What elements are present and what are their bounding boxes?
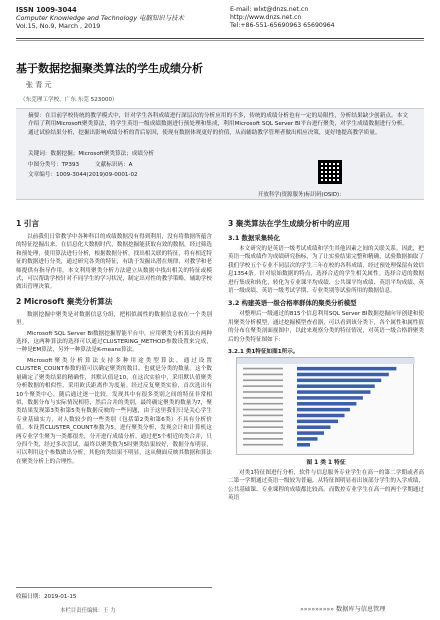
section-1-paragraph: 以前我们日常教学中各种科目的成绩数据没有得到利用，没有将数据所蕴含的特征挖掘出来。在信息化大数据时代，数据挖掘能获取有效的数据，经过筛选和预处理，使用算法进行分析，根据数据分析，找出相关联的特征，将有相近特征的数据进行分类，通过研究各类的特征，有助于发掘出潜在规律，对教学和老师提供有指导作用。本文利用聚类分析方法建立从数据中找出相关的特征或模式，可以帮助学校针对不同学生的学习状况，制定出对性的教学策略，辅助学校做出管理决策。 — [16, 234, 212, 291]
arrow-icon: »»»»»»»»» — [300, 606, 335, 613]
affiliation: （东莞理工学校，广东 东莞 523000） — [20, 97, 118, 103]
bar — [297, 396, 363, 400]
bar-label-placeholder — [243, 385, 283, 387]
telephone: Tel:+86-551-65690963 65690964 — [230, 22, 335, 30]
section-2-paragraph-2: Microsoft SQL Server BI数据挖掘智能平台中，应用聚类分析算法有两种选择，这两种算法的选择可以通过CLUSTERING_METHOD参数设置来完成，一种是EM算法，另外一种算法是K-means算法。 — [16, 330, 212, 354]
section-3-2-1-paragraph: 对类1特征图进行分析，软件与信息服务专业学生在高一的第二学期或者高二第一学期通过英语一级较为普遍，从特征图明显看出该部分学生的入学成绩，公共基础课、专业课程的成绩都比较高。而数控专业学生在高一的两个学期通过英语 — [228, 470, 424, 502]
issn: ISSN 1009-3044 — [16, 6, 77, 14]
bar — [297, 367, 396, 371]
abstract: 摘要：在目前学校传统的教学模式中，针对学生各科成绩进行深层次的分析应用的不多，传统的成绩分析也有一定的局限性，分析结果缺少创新点。本文介绍了利用Microsoft聚类算法，将学生英语一级成绩数据进行预处理和集成，利用Microsoft SQL Server BI平台进行聚类，对学生成绩数据进行分析。通过试验结果分析，挖掘出影响成绩分析的背后原因，使现有数据体现更好的价值，从而辅助教学管理者做出相应决策，更好地提高教学质量。 — [28, 113, 408, 136]
qr-code-icon[interactable] — [318, 160, 342, 184]
bar — [297, 431, 324, 435]
figure-header-strip — [237, 358, 415, 364]
author: 张 青 元 — [26, 81, 52, 89]
section-1-title: 1 引言 — [16, 219, 40, 228]
doc-code: 文献标识码：A — [95, 162, 133, 168]
bar-label-placeholder — [243, 438, 283, 440]
journal-url[interactable]: http://www.dnzs.net.cn — [230, 14, 302, 22]
section-2-paragraph-1: 数据挖掘中聚类是对数据信息分组，把相似属性的数据信息放在一个类别里。 — [16, 311, 212, 327]
footer-editor: 本栏目责任编辑：王 力 — [60, 608, 116, 614]
section-3-title: 3 聚类算法在学生成绩分析中的应用 — [228, 219, 350, 228]
figure-1-chart — [237, 358, 415, 456]
bar-label-placeholder — [243, 444, 283, 446]
bar-label-placeholder — [243, 415, 283, 417]
section-3-2-paragraph: 对整理后一级通过的815个信息利用SQL Server BI数据挖掘向导创建和使用聚类分析模型，通过挖掘模型查看器，可以看到该分类下，各个属性和属性值的分布在聚类剖面视图中，以此来观察分类的特征情况，对英语一级合格群聚类后的分类特征图如下： — [228, 311, 424, 343]
section-label: 数据库与信息管理 — [336, 606, 386, 613]
contact-info — [230, 6, 335, 31]
keywords: 关键词：数据挖掘；Microsoft聚类算法；成绩分析 — [28, 151, 155, 157]
section-3-2-title: 3.2 构建英语一级合格率群体的聚类分析模型 — [228, 299, 357, 308]
bar — [297, 437, 318, 441]
bar-label-placeholder — [243, 432, 283, 434]
bar-label-placeholder — [243, 374, 283, 376]
bar-label-placeholder — [243, 380, 283, 382]
figure-1-caption: 图 1 类 1 特征 — [306, 460, 346, 467]
journal-info — [16, 6, 184, 31]
bar — [297, 402, 356, 406]
section-2-paragraph-3: Microsoft聚类分析算法支持多种用途类型算法，通过设置CLUSTER_COUNT参数的值可以确定聚类的数目，也就是分类的数量。这个数量确定了聚类结果的精确性，其默认值是10，在这次实验中，采用默认值聚类分析数据的相似性，采用欧氏距离作为度量。经过反复聚类实验，首次选出有10个聚类中心，随后通过逐一比较，发现其中有很多类别之间的特征非常相似，数据分布与实际情况相符，然后合并的类别，最终确定聚类的数量为7，聚类结果发现第3类和第5类有数据反映的一些问题，由于这里我们只是关心学生专业基础实力，对人数较少的一些类别（包括第2类和第6类）不具有分析价值。本设置CLUSTER_COUNT参数为5，进行聚类分析，发现会计和计算机这两专业学生聚为一类都很差，分开进行成绩分析。通过把5个相近的类合并，只分四个类，经过多次尝试，最终以聚类数为5时聚类结果较好，数据分布明显，可以利用这个参数做出分析，其他的类结果不明显，这从侧面反映其数据和算法在聚类分析上的合理性。 — [16, 357, 212, 465]
article-number: 文章编号：1009-3044(2019)09-0001-02 — [28, 172, 138, 178]
bar-label-placeholder — [243, 421, 283, 423]
left-column — [16, 218, 212, 468]
bar — [297, 414, 345, 418]
section-3-1-paragraph: 本文研究的是英语一级考试成绩和学生其他因素之间的关联关系。因此，把英语一级成绩作为成绩研究指标，为了让实验结果完整和精确，试验数据抽取了我们学校五个专业不同层次的学生三年在校的各科成绩，经过预处理保留有效信息1354条。针对原始数据的特点，选择合适的学生相关属性。选择合适的数据进行集成和转化，转化为专业课平均成绩、公共课平均成绩、英语平均成绩、英语一级成绩、英语一级考试学期、专业类别等试验所用的数据信息。 — [228, 246, 424, 295]
volume-info: Vol.15, No.9, March , 2019 — [16, 22, 101, 31]
email: E-mail: wlxt@dnzs.net.cn — [230, 6, 309, 13]
bar-label-placeholder — [243, 391, 283, 393]
footer-rule — [16, 587, 212, 588]
bar-label-placeholder — [243, 409, 283, 411]
header-rule — [16, 38, 424, 39]
article-title: 基于数据挖掘聚类算法的学生成绩分析 — [16, 62, 203, 75]
received-date: 收稿日期：2019-01-15 — [16, 594, 77, 600]
bar — [297, 379, 381, 383]
bar — [297, 420, 338, 424]
page-header — [0, 0, 440, 52]
bar-label-placeholder — [243, 403, 283, 405]
clc: 中图分类号：TP393 — [28, 162, 80, 168]
bar — [297, 443, 310, 447]
bar — [297, 373, 389, 377]
bar-label-placeholder — [243, 426, 283, 428]
figure-1 — [236, 357, 414, 455]
bar-label-placeholder — [243, 397, 283, 399]
bar — [297, 408, 350, 412]
clc-number — [28, 160, 132, 168]
bar — [297, 390, 370, 394]
section-2-title: 2 Microsoft 聚类分析算法 — [16, 296, 113, 306]
footer-section — [300, 604, 386, 613]
journal-name: Computer Knowledge and Technology 电脑知识与技术 — [16, 14, 184, 23]
section-3-1-title: 3.1 数据采集转化 — [228, 234, 280, 242]
section-3-2-1-title: 3.2.1 类1特征如图1所示。 — [228, 349, 299, 356]
bar — [297, 426, 330, 430]
right-column — [228, 218, 424, 505]
oscid-label: 开放科学(资源服务)标识码(OSID)： — [258, 192, 345, 198]
bar — [297, 385, 375, 389]
bar-label-placeholder — [243, 368, 283, 370]
header-rule-thin — [16, 40, 424, 41]
